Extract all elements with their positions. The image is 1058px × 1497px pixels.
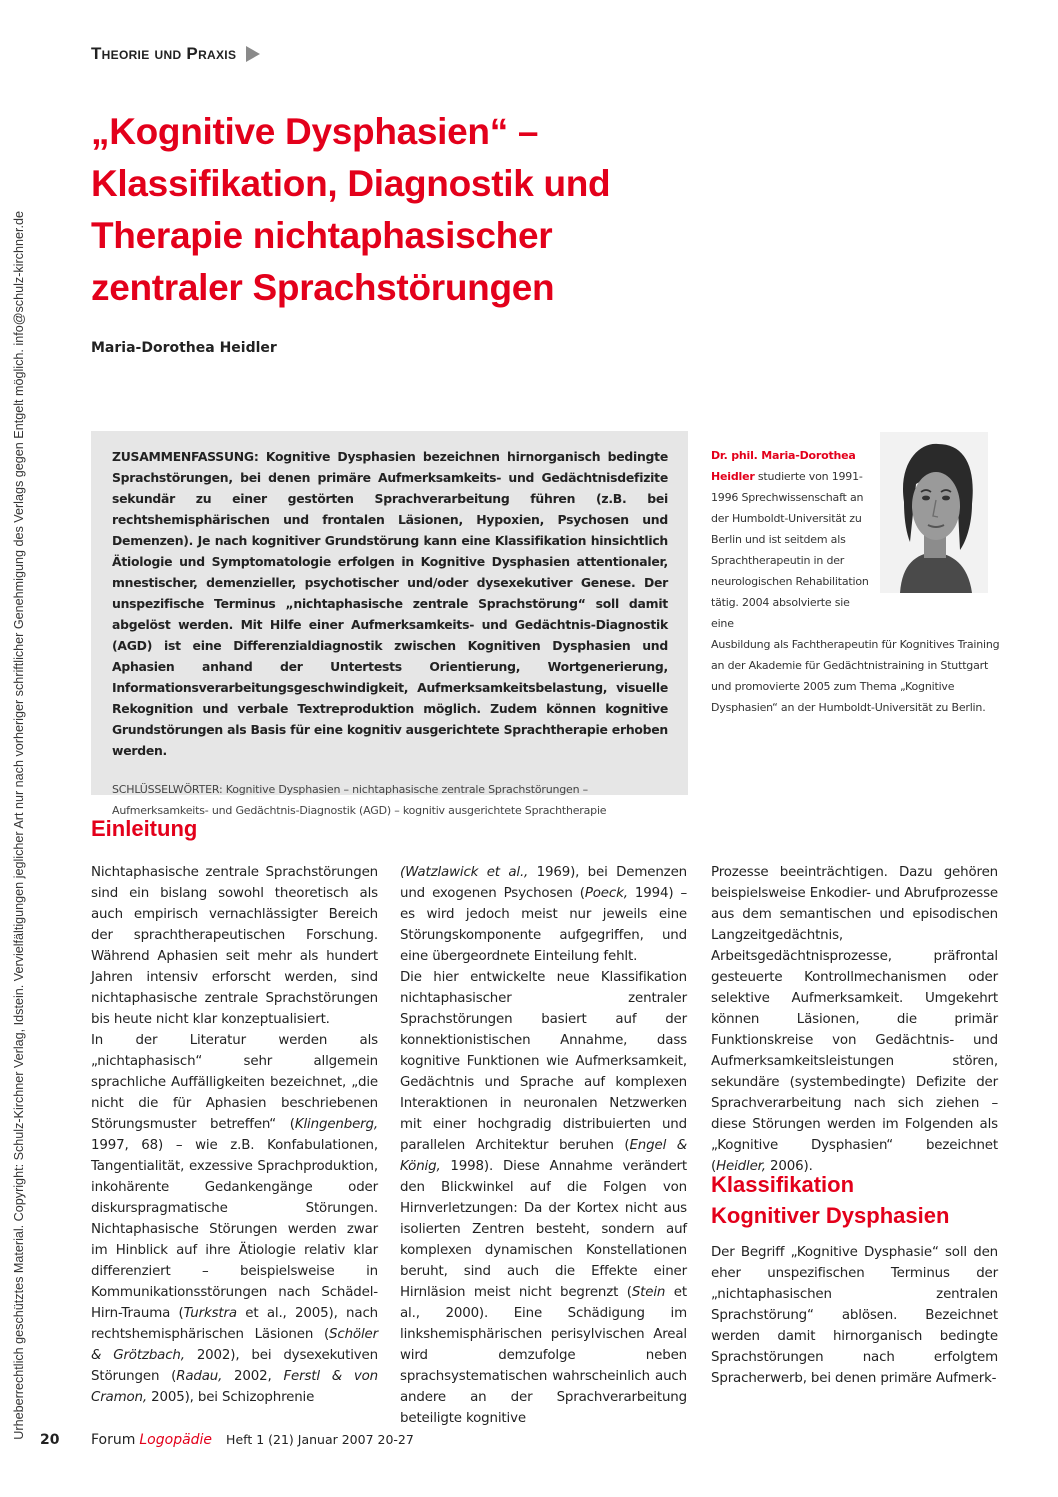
citation: (Watzlawick et al., — [400, 865, 529, 880]
article-title: „Kognitive Dysphasien“ – Klassifikation, Diagnostik und Therapie nichtaphasischer zentraler Sprachstörungen — [91, 111, 611, 308]
citation: Radau, — [176, 1369, 223, 1384]
citation: Schöler & Grötzbach, — [91, 1327, 378, 1363]
text-run: et al., 2005), nach rechtshemisphärischen Läsionen ( — [91, 1306, 378, 1342]
text-run: et al., 2000). Eine Schädigung im linkshemisphärischen perisylvischen Areal wird demzufolge neben sprachsystematischen wahrscheinlich auch andere an der Sprachverarbeitung beteiligte kognitive — [400, 1285, 687, 1426]
copyright-notice: Urheberrechtlich geschütztes Material. Copyright: Schulz-Kirchner Verlag, Idstein. Vervielfältigungen jeglicher Art nur nach vorheriger schriftlicher Genehmigung des Verlags gegen Entgelt möglich. info@schulz-kirchner.de — [12, 211, 26, 1440]
text-run: Prozesse beeinträchtigen. Dazu gehören beispielsweise Enkodier- und Abrufprozesse aus dem semantischen und episodischen Langzeitgedächtnis, Arbeitsgedächtnisprozesse, präfrontal gesteuerte Kontrollmechanismen oder selektive Aufmerksamkeit. Umgekehrt können Läsionen, die primär Funktionskreise von Gedächtnis- und Aufmerksamkeitsleistungen stören, sekundäre (systembedingte) Defizite der Sprachverarbeitung nach sich ziehen – diese Störungen werden im Folgenden als „Kognitive Dysphasien“ bezeichnet ( — [711, 865, 998, 1174]
text-column-1 — [91, 862, 378, 1408]
text-run: 2006). — [765, 1159, 813, 1174]
citation: Heidler, — [716, 1159, 766, 1174]
bio-text-wide: Ausbildung als Fachtherapeutin für Kognitives Training an der Akademie für Gedächtnistraining in Stuttgart und promovierte 2005 zum Thema „Kognitive Dysphasien“ an der Humboldt-Universität zu Berlin. — [711, 638, 1000, 714]
text-run: In der Literatur werden als „nichtaphasisch“ sehr allgemein sprachliche Auffälligkeiten bezeichnet, „die nicht die für Aphasien beschriebenen Störungsmuster betreffen“ ( — [91, 1033, 378, 1132]
author-bio — [711, 445, 1001, 718]
citation: Turkstra — [183, 1306, 237, 1321]
section-kicker — [91, 44, 260, 64]
abstract-text: Kognitive Dysphasien bezeichnen hirnorganisch bedingte Sprachstörungen, bei denen primäre Aufmerksamkeits- und Gedächtnisdefizite sekundär zu einer gestörten Sprachverarbeitung führen (z.B. bei rechtshemisphärischen und frontalen Läsionen, Hypoxien, Psychosen und Demenzen). Je nach kognitiver Grundstörung kann eine Klassifikation hinsichtlich Ätiologie und Symptomatologie erfolgen in Kognitive Dysphasien attentionaler, mnestischer, demenzieller, psychotischer und/oder dysexekutiver Genese. Der unspezifische Terminus „nichtaphasische zentrale Sprachstörung“ soll damit abgelöst werden. Mit Hilfe einer Aufmerksamkeits- und Gedächtnis-Diagnostik (AGD) ist eine Differenzialdiagnostik zwischen Kognitiven Dysphasien und Aphasien anhand der Untertests Orientierung, Wortgenerierung, Informationsverarbeitungsgeschwindigkeit, Aufmerksamkeitsbelastung, visuelle Rekognition und verbale Textreproduktion möglich. Zudem können kognitive Grundstörungen als Basis für eine kognitiv ausgerichtete Sprachtherapie erhoben werden. — [112, 449, 668, 758]
paragraph — [91, 1030, 378, 1408]
abstract — [112, 446, 668, 761]
journal-name-accent: Logopädie — [139, 1432, 213, 1448]
citation: Poeck, — [584, 886, 628, 901]
bio-name: Dr. phil. Maria-Dorothea Heidler — [711, 449, 856, 483]
heading-einleitung: Einleitung — [91, 816, 198, 841]
paragraph — [400, 967, 687, 1429]
abstract-box — [91, 431, 688, 817]
citation: Ferstl & von Cramon, — [91, 1369, 378, 1405]
copyright-sidebar — [4, 60, 34, 1440]
text-column-3 — [711, 862, 998, 1177]
citation: Klingenberg, — [294, 1117, 378, 1132]
citation: Stein — [631, 1285, 666, 1300]
page-number: 20 — [40, 1432, 60, 1448]
text-run: 1969), bei Demenzen und exogenen Psychosen ( — [400, 865, 687, 901]
heading-line: Klassifikation — [711, 1172, 855, 1197]
bio-text-narrow: studierte von 1991-1996 Sprechwissenschaft an der Humboldt-Universität zu Berlin und ist seitdem als Sprachtherapeutin in der neurologischen Rehabilitation tätig. 2004 absolvierte sie eine — [711, 470, 869, 630]
text-column-2 — [400, 862, 687, 1429]
journal-name-part: Forum — [91, 1432, 136, 1448]
text-run: 1997, 68) – wie z.B. Konfabulationen, Tangentialität, exzessive Sprachproduktion, inkohärente Gedankengänge oder diskurspragmatische Störungen. Nichtaphasische Störungen werden zwar im Hinblick auf ihre Ätiologie relativ klar differenziert – beispielsweise in Kommunikationsstörungen nach Schädel-Hirn-Trauma ( — [91, 1138, 378, 1321]
citation: Engel & König, — [400, 1138, 687, 1174]
heading-klassifikation — [711, 1169, 949, 1231]
keywords-label: SCHLÜSSELWÖRTER: — [112, 783, 223, 796]
text-run: 2005), bei Schizophrenie — [147, 1390, 315, 1405]
bio-narrow — [711, 445, 869, 634]
text-column-3b — [711, 1242, 998, 1389]
text-run: Die hier entwickelte neue Klassifikation nichtaphasischer zentraler Sprachstörungen basiert auf der konnektionistischen Annahme, dass kognitive Funktionen wie Aufmerksamkeit, Gedächtnis und Sprache auf komplexen Interaktionen in neuronalen Netzwerken mit einer hochgradig distribuierten und parallelen Architektur beruhen ( — [400, 970, 687, 1153]
abstract-label: ZUSAMMENFASSUNG: — [112, 449, 259, 464]
keywords-text: Kognitive Dysphasien – nichtaphasische zentrale Sprachstörungen – Aufmerksamkeits- und Gedächtnis-Diagnostik (AGD) – kognitiv ausgerichtete Sprachtherapie — [112, 783, 607, 817]
issue-info: Heft 1 (21) Januar 2007 20-27 — [226, 1432, 414, 1447]
paragraph — [400, 862, 687, 967]
journal-footer — [91, 1432, 414, 1448]
kicker-label: Theorie und Praxis — [91, 44, 237, 63]
paragraph: Der Begriff „Kognitive Dysphasie“ soll den eher unspezifischen Terminus der „nichtaphasischen zentralen Sprachstörung“ ablösen. Bezeichnet werden damit hirnorganisch bedingte Sprachstörungen nach erfolgtem Spracherwerb, bei denen primäre Aufmerk- — [711, 1245, 998, 1386]
article-author: Maria-Dorothea Heidler — [91, 340, 277, 356]
triangle-right-icon — [246, 46, 260, 62]
paragraph: Nichtaphasische zentrale Sprachstörungen sind ein bislang sowohl theoretisch als auch empirisch vernachlässigter Bereich der sprachtherapeutischen Forschung. Während Aphasien seit mehr als hundert Jahren intensiv erforscht werden, sind nichtaphasische zentrale Sprachstörungen bis heute nicht klar konzeptualisiert. — [91, 865, 378, 1027]
heading-line: Kognitiver Dysphasien — [711, 1203, 950, 1228]
text-run: 2002, — [222, 1369, 284, 1384]
text-run: 2002), bei dysexekutiven Störungen ( — [91, 1348, 378, 1384]
text-run: 1998). Diese Annahme verändert den Blickwinkel auf die Folgen von Hirnverletzungen: Da der Kortex nicht aus isolierten Zentren besteht, sondern auf komplexen dynamischen Konstellationen beruht, sind auch die Effekte einer Hirnläsion meist nicht begrenzt ( — [400, 1159, 687, 1300]
paragraph — [711, 862, 998, 1177]
text-run: 1994) – es wird jedoch meist nur jeweils eine Störungskomponente aufgegriffen, und eine übergeordnete Einteilung fehlt. — [400, 886, 687, 964]
